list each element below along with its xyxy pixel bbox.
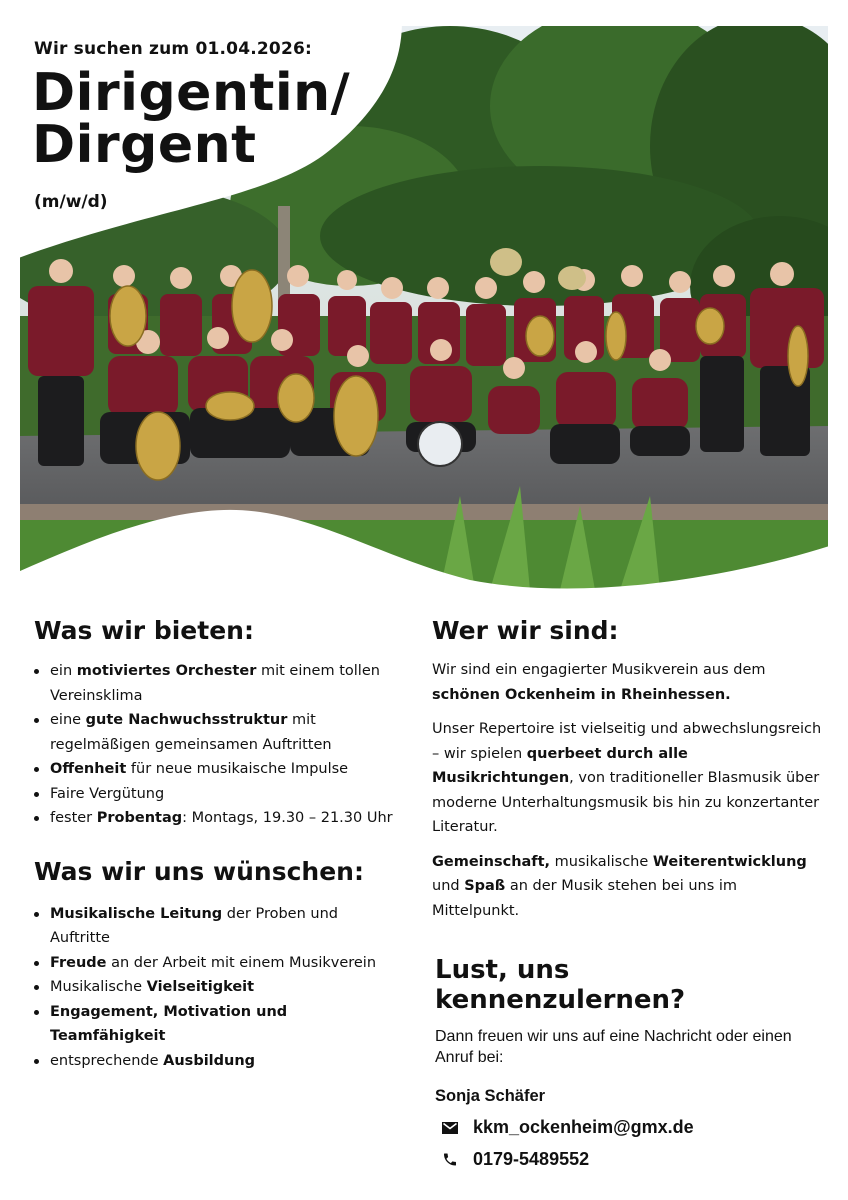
paragraph <box>432 850 822 924</box>
list-item <box>34 1000 394 1049</box>
emphasis-text: schönen Ockenheim in Rheinhessen. <box>432 686 731 703</box>
emphasis-text: gute Nachwuchsstruktur <box>85 712 288 728</box>
list-item <box>34 708 394 757</box>
emphasis-text: Weiterentwicklung <box>652 853 807 870</box>
offer-heading: Was wir bieten: <box>34 616 254 645</box>
body-text: Faire Vergütung <box>50 785 165 802</box>
emphasis-text: Engagement, Motivation und Teamfähigkeit <box>50 1003 288 1044</box>
body-text: an der Arbeit mit einem Musikverein <box>106 954 377 971</box>
phone-icon <box>439 1150 461 1170</box>
list-item <box>34 806 394 831</box>
contact-heading: Lust, uns kennenzulernen? <box>435 955 686 1015</box>
emphasis-text: Musikalische Leitung <box>50 905 223 922</box>
body-text: entsprechende <box>50 1052 164 1069</box>
bottom-wave-shape <box>0 500 848 610</box>
body-text: fester <box>50 810 97 826</box>
body-text: für neue musikaische Impulse <box>126 761 349 777</box>
body-text: , von traditioneller Blasmusik über moderne Unterhaltungsmusik bis hin zu konzertanter Literatur. <box>432 770 820 835</box>
list-item <box>34 782 394 807</box>
body-text: und <box>432 878 465 894</box>
start-date-kicker: Wir suchen zum 01.04.2026: <box>34 39 313 59</box>
emphasis-text: motiviertes Orchester <box>76 663 257 679</box>
body-text: : Montags, 19.30 – 21.30 Uhr <box>182 810 393 826</box>
job-title <box>32 63 351 175</box>
mail-icon <box>439 1118 461 1138</box>
emphasis-text: Gemeinschaft, <box>432 853 551 870</box>
list-item <box>34 757 394 782</box>
email-row <box>435 1117 825 1138</box>
right-column <box>432 616 822 923</box>
body-text: Wir sind ein engagierter Musikverein aus dem <box>432 662 766 678</box>
contact-person: Sonja Schäfer <box>435 1087 546 1105</box>
about-heading: Wer wir sind: <box>432 616 619 645</box>
body-text: Musikalische <box>50 979 147 995</box>
emphasis-text: querbeet durch alle Musikrichtungen <box>432 745 688 786</box>
emphasis-text: Ausbildung <box>163 1052 256 1069</box>
emphasis-text: Spaß <box>464 878 506 894</box>
emphasis-text: Probentag <box>96 810 183 826</box>
emphasis-text: Freude <box>50 954 107 971</box>
body-text: eine <box>50 712 86 728</box>
body-text: musikalische <box>550 853 653 870</box>
gender-note: (m/w/d) <box>34 192 108 212</box>
contact-section <box>435 955 825 1170</box>
emphasis-text: Vielseitigkeit <box>146 979 255 995</box>
emphasis-text: Offenheit <box>50 761 127 777</box>
contact-lead: Dann freuen wir uns auf eine Nachricht oder einen Anruf bei: <box>435 1028 792 1066</box>
body-text: Unser Repertoire ist vielseitig und abwechslungsreich – wir spielen <box>432 721 822 762</box>
body-text: an der Musik stehen bei uns im Mittelpunkt. <box>432 878 738 919</box>
job-title-line-2: Dirgent <box>32 115 257 175</box>
left-column <box>34 616 394 1073</box>
paragraph <box>432 717 822 840</box>
list-item <box>34 975 394 1000</box>
wish-list <box>34 902 394 1074</box>
list-item <box>34 1049 394 1074</box>
phone-link[interactable]: 0179-5489552 <box>473 1149 590 1169</box>
body-text: der Proben und Auftritte <box>50 905 338 946</box>
body-text: mit einem tollen Vereinsklima <box>50 663 380 704</box>
list-item <box>34 951 394 976</box>
list-item <box>34 902 394 951</box>
paragraph <box>432 658 822 707</box>
body-text: ein <box>50 663 77 679</box>
body-text: mit regelmäßigen gemeinsamen Auftritten <box>50 712 332 753</box>
phone-row <box>435 1149 825 1170</box>
about-text <box>432 658 822 923</box>
offer-list <box>34 659 394 831</box>
job-title-line-1: Dirigentin/ <box>32 63 351 123</box>
list-item <box>34 659 394 708</box>
email-link[interactable]: kkm_ockenheim@gmx.de <box>473 1117 694 1137</box>
wish-heading: Was wir uns wünschen: <box>34 856 364 886</box>
